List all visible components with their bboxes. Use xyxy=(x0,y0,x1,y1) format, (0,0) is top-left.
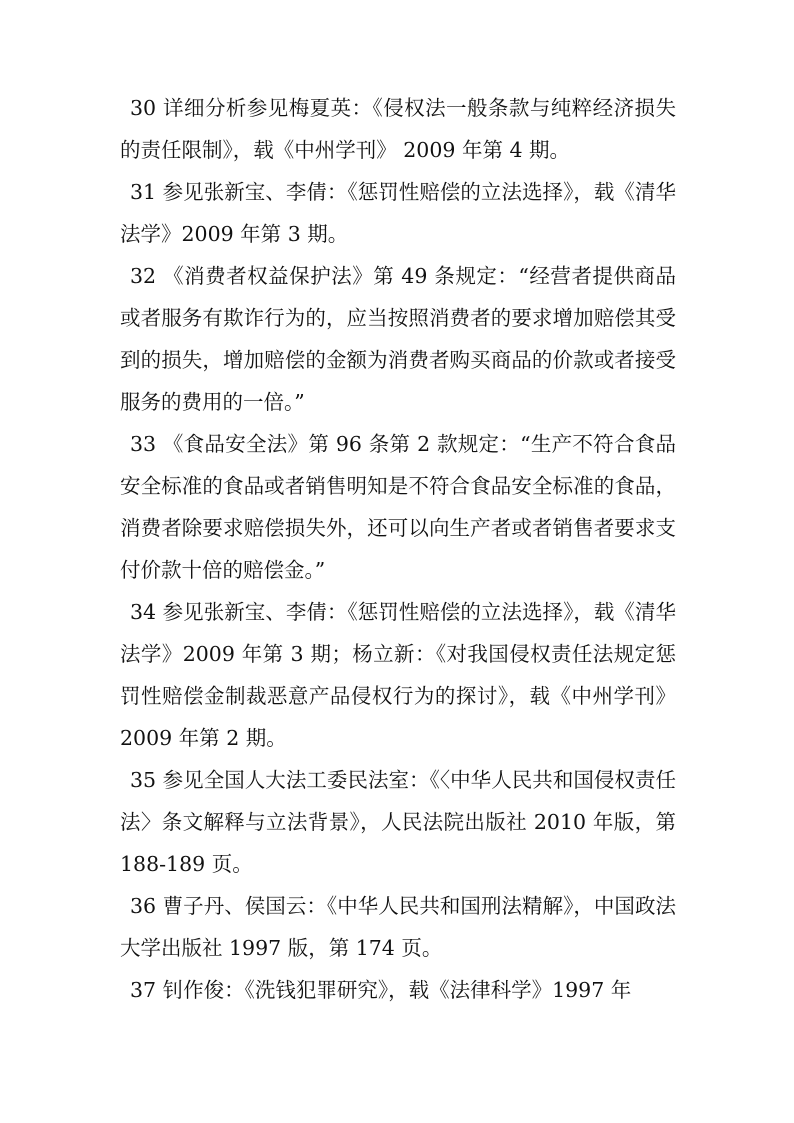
footnote-34: 34 参见张新宝、李倩：《惩罚性赔偿的立法选择》，载《清华法学》2009 年第 3 期；杨立新：《对我国侵权责任法规定惩罚性赔偿金制裁恶意产品侵权行为的探讨》，载《中州学刊》2009 年第 2 期。 xyxy=(120,600,676,750)
footnote-30: 30 详细分析参见梅夏英：《侵权法一般条款与纯粹经济损失的责任限制》，载《中州学刊》 2009 年第 4 期。 xyxy=(120,96,676,162)
footnote-list xyxy=(120,87,676,1011)
footnote-32: 32 《消费者权益保护法》第 49 条规定：“经营者提供商品或者服务有欺诈行为的，应当按照消费者的要求增加赔偿其受到的损失，增加赔偿的金额为消费者购买商品的价款或者接受服务的费用的一倍。” xyxy=(120,264,676,414)
footnote-35: 35 参见全国人大法工委民法室：《〈中华人民共和国侵权责任法〉条文解释与立法背景》，人民法院出版社 2010 年版，第 188-189 页。 xyxy=(120,768,676,876)
footnote-37: 37 钊作俊：《洗钱犯罪研究》，载《法律科学》1997 年 xyxy=(130,978,632,1002)
footnote-36: 36 曹子丹、侯国云：《中华人民共和国刑法精解》，中国政法大学出版社 1997 版，第 174 页。 xyxy=(120,894,676,960)
footnote-31: 31 参见张新宝、李倩：《惩罚性赔偿的立法选择》，载《清华法学》2009 年第 3 期。 xyxy=(120,180,676,246)
footnote-33: 33 《食品安全法》第 96 条第 2 款规定：“生产不符合食品安全标准的食品或者销售明知是不符合食品安全标准的食品，消费者除要求赔偿损失外，还可以向生产者或者销售者要求支付价款十倍的赔偿金。” xyxy=(120,432,676,582)
